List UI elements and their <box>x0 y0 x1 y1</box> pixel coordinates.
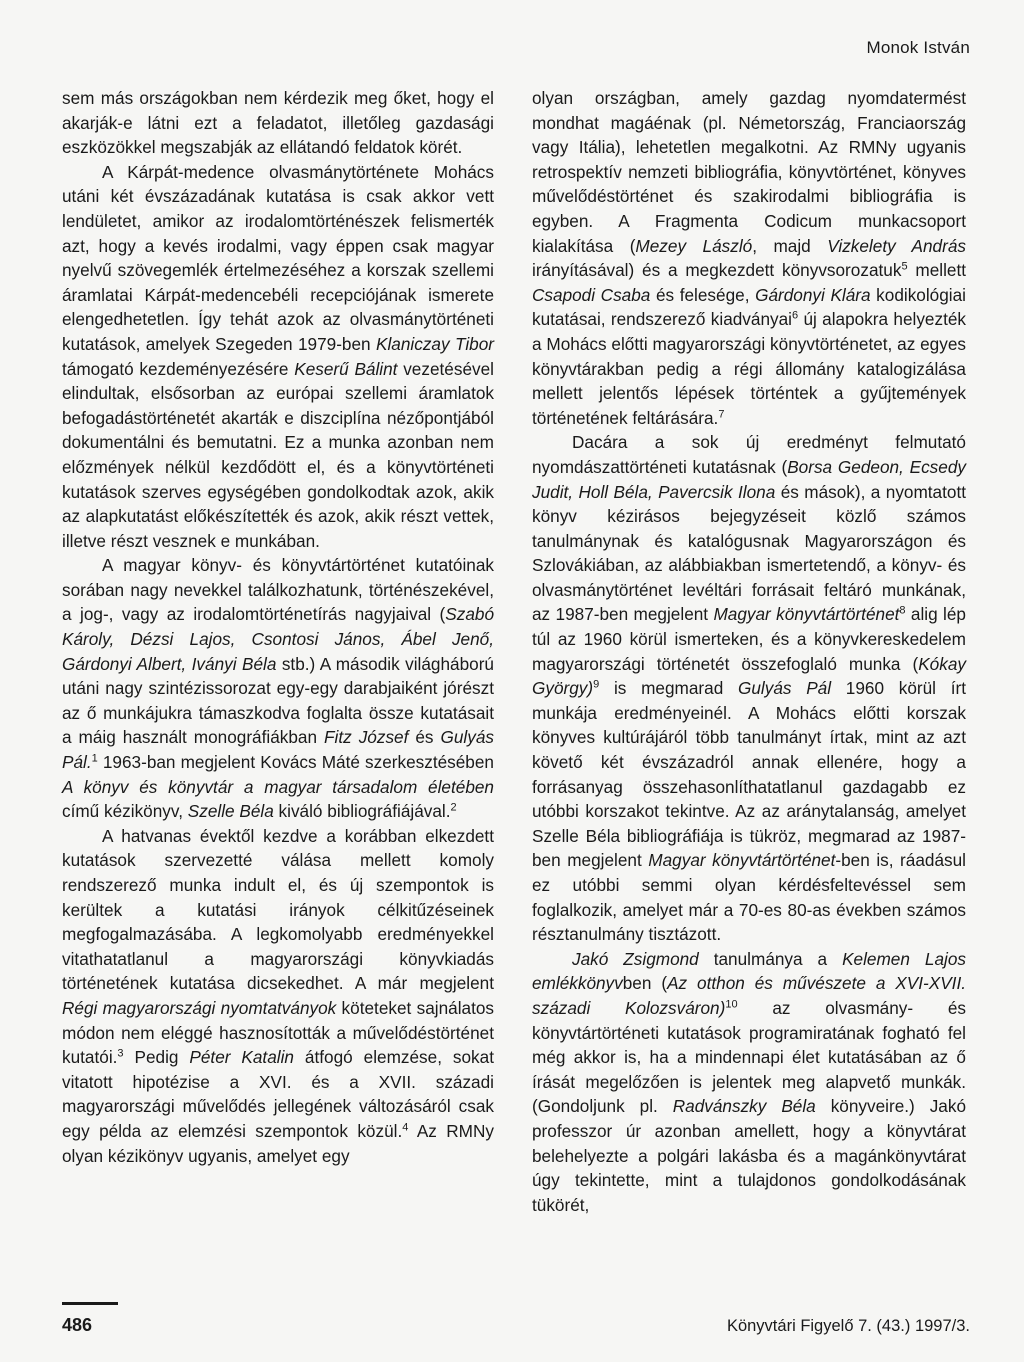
footnote-ref: 4 <box>402 1121 409 1134</box>
text-run: támogató kezdeményezésére <box>62 358 295 379</box>
text-run: Dacára a sok új eredményt felmutató nyomdászattörténeti kutatásnak ( <box>532 432 966 477</box>
left-text-column <box>62 86 494 1168</box>
italic-phrase: Jakó Zsigmond <box>572 948 699 969</box>
footnote-ref: 10 <box>725 998 738 1011</box>
italic-phrase: Csapodi Csaba <box>532 284 651 305</box>
italic-phrase: Kókay György) <box>532 653 966 699</box>
text-run: sem más országokban nem kérdezik meg őket, hogy el akarják-e látni ezt a feladatot, illetőleg gazdasági eszközökkel megszabják az ellátandó feldatok körét. <box>62 88 494 158</box>
text-run: alig lép túl az 1960 körül ismerteken, és a könyvkereskedelem magyarországi történetét összefoglaló munka ( <box>532 604 966 674</box>
footnote-ref: 5 <box>901 260 908 273</box>
footer-rule <box>62 1302 118 1305</box>
italic-phrase: Radvánszky Béla <box>672 1096 816 1117</box>
footnote-ref: 3 <box>117 1047 124 1060</box>
italic-phrase: Gárdonyi Klára <box>755 284 871 305</box>
italic-phrase: Gulyás Pál. <box>62 727 494 773</box>
paragraph <box>532 947 966 1218</box>
journal-reference: Könyvtári Figyelő 7. (43.) 1997/3. <box>726 1317 970 1335</box>
text-run: 1963-ban megjelent Kovács Máté szerkesztésében <box>97 752 494 773</box>
italic-phrase: Borsa Gedeon, Ecsedy Judit, Holl Béla, Pavercsik Ilona <box>532 456 966 502</box>
text-run: irányításával) és a megkezdett könyvsorozatuk <box>532 260 902 281</box>
text-run: és <box>408 727 441 748</box>
text-run: az olvasmány- és könyvtártörténeti kutatások programiratának fogható fel még akkor is, ha a mindennapi élet kutatásában az ő írását megelőzően is jelentek meg alapvető munkák. (Gondoljunk pl. <box>532 997 966 1117</box>
text-run: kodikológiai kutatásai, rendszerező kiadványai <box>532 284 966 330</box>
text-run: és mások), a nyomtatott könyv kézirásos bejegyzéseit közlő számos tanulmánynak és katalógusnak Magyarországon és Szlovákiában, az alábbiakban ismertetendő, a könyv- és olvasmánytörténet levéltári forrásait feltáró munkának, az 1987-ben megjelent <box>532 481 967 625</box>
text-run: A hatvanas évektől kezdve a korábban elkezdett kutatások szervezetté válása mellett komoly rendszerező munka indult el, és új szempontok is kerültek a kutatási irányok célkitűzéseinek megfogalmazásába. A legkomolyabb eredményekkel vitathatatlanul a magyarországi könyvkiadás történetének kutatása dicsekedhet. A már megjelent <box>62 825 494 994</box>
italic-phrase: Péter Katalin <box>189 1047 294 1068</box>
italic-phrase: Keserű Bálint <box>294 358 398 379</box>
paragraph <box>62 824 494 1168</box>
page-number: 486 <box>62 1315 93 1335</box>
text-run: 1960 körül írt munkája eredményeinél. A Mohács előtti korszak könyves kultúrájáról több tanulmányt írtak, mint az azt követő két évszázadról annak ellenére, hogy a forrásanyag összehasonlíthatatlanul gazdagabb ez utóbbi korszakot tekintve. Az az aránytalanság, amelyet Szelle Béla bibliográfiája is tükröz, megmarad az 1987-ben megjelent <box>532 678 967 871</box>
text-run: mellett <box>907 260 966 281</box>
text-run: A magyar könyv- és könyvtártörténet kutatóinak sorában nagy nevekkel találkozhatunk, történészekével, a jog-, vagy az irodalomtörténetírás nagyjaival ( <box>62 555 494 625</box>
italic-phrase: Szabó Károly, Dézsi Lajos, Csontosi János, Ábel Jenő, Gárdonyi Albert, Iványi Béla <box>62 604 494 674</box>
italic-phrase: Magyar könyvtártörténet <box>713 604 900 625</box>
text-run: , majd <box>752 235 828 256</box>
text-run: Az RMNy olyan kézikönyv ugyanis, amelyet egy <box>62 1120 494 1166</box>
footnote-ref: 2 <box>450 801 457 814</box>
italic-phrase: Kelemen Lajos emlékkönyv <box>532 948 966 994</box>
text-run: könyveire.) Jakó professzor úr azonban amellett, hogy a könyvtárat belehelyezte a polgári lakásba és a magánkönyvtárat úgy tekintette, mint a tulajdonos gondolkodásának tükörét, <box>532 1096 967 1215</box>
text-run: kiváló bibliográfiájával. <box>273 801 451 822</box>
italic-phrase: Az otthon és művészete a XVI-XVII. századi Kolozsváron) <box>532 973 966 1018</box>
right-text-column <box>532 86 966 1217</box>
text-run: új alapokra helyezték a Mohács előtti magyarországi könyvtörténetet, az egyes könyvtárakban pedig a régi állomány katalogizálása mellett jelentős lépések történtek a gyűjtemények történetének feltárására. <box>532 309 966 428</box>
text-run: köteteket sajnálatos módon nem eléggé hasznosították a művelődéstörténet kutatói. <box>62 997 494 1068</box>
footnote-ref: 1 <box>91 752 98 765</box>
text-run: olyan országban, amely gazdag nyomdatermést mondhat magáénak (pl. Németország, Franciaország vagy Itália), lehetetlen megalkotni. Az RMNy ugyanis retrospektív nemzeti bibliográfia, könyvtörténet, könyves művelődéstörténet és szakirodalmi bibliográfia is egyben. A Fragmenta Codicum munkacsoport kialakítása ( <box>532 88 966 256</box>
italic-phrase: Szelle Béla <box>187 801 274 822</box>
italic-phrase: Mezey László <box>635 235 753 256</box>
paragraph <box>532 86 966 430</box>
italic-phrase: Fitz József <box>324 727 409 748</box>
running-head-author: Monok István <box>866 38 970 57</box>
italic-phrase: Magyar könyvtártörténet <box>648 850 836 871</box>
text-run: Pedig <box>123 1047 190 1068</box>
text-run: tanulmánya a <box>698 948 843 969</box>
text-run: és felesége, <box>650 284 756 305</box>
text-run: stb.) A második világháború utáni nagy szintézissorozat egy-egy darabjaiként jórészt az ő munkájukra támaszkodva foglalta össze kutatásait a máig használt monográfiákban <box>62 653 494 748</box>
paragraph <box>532 430 966 946</box>
text-run: A Kárpát-medence olvasmánytörténete Mohács utáni két évszázadának kutatása is csak akkor vett lendületet, amikor az irodalomtörténészek felismerték azt, hogy a kevés irodalmi, vagy éppen csak magyar nyelvű szövegemlék értelmezéséhez a korszak szellemi áramlatai Kárpát-medencebéli recepciójának ismerete elengedhetetlen. Így tehát azok az olvasmánytörténeti kutatások, amelyek Szegeden 1979-ben <box>62 161 494 354</box>
paragraph <box>62 86 494 160</box>
italic-phrase: Régi magyarországi nyomtatványok <box>62 997 337 1018</box>
footnote-ref: 8 <box>899 604 906 617</box>
footnote-ref: 7 <box>718 407 725 420</box>
footnote-ref: 6 <box>792 309 799 322</box>
italic-phrase: Gulyás Pál <box>738 678 832 699</box>
text-run: ben ( <box>622 973 668 994</box>
footnote-ref: 9 <box>593 678 600 691</box>
text-run: vezetésével elindultak, elsősorban az európai szellemi áramlatok befogadástörténetét akarták e diszciplína nézőpontjából dokumentálni és bemutatni. Ez a munka azonban nem előzmények nélkül kezdődött el, és a könyvtörténeti kutatások szerves egységében gondolkodtak azok, akik az alapkutatást előkészítették és azok, akik részt vettek, illetve részt vesznek e munkában. <box>62 358 494 551</box>
italic-phrase: A könyv és könyvtár a magyar társadalom életében <box>62 776 494 797</box>
text-run: -ben is, ráadásul ez utóbbi semmi olyan kérdésfeltevéssel sem foglalkozik, amelyet már a 70-es 80-as években számos résztanulmány tisztázott. <box>532 850 966 945</box>
paragraph <box>62 553 494 824</box>
text-run: is megmarad <box>599 678 738 699</box>
paragraph <box>62 160 494 554</box>
italic-phrase: Klaniczay Tibor <box>376 333 494 354</box>
text-run: átfogó elemzése, sokat vitatott hipotézise a XVI. és a XVII. századi magyarországi művelődés jellegének változásáról csak egy példa az elemzési szempontok közül. <box>62 1047 494 1141</box>
text-run: című kézikönyv, <box>62 801 188 822</box>
italic-phrase: Vizkelety András <box>827 235 966 256</box>
